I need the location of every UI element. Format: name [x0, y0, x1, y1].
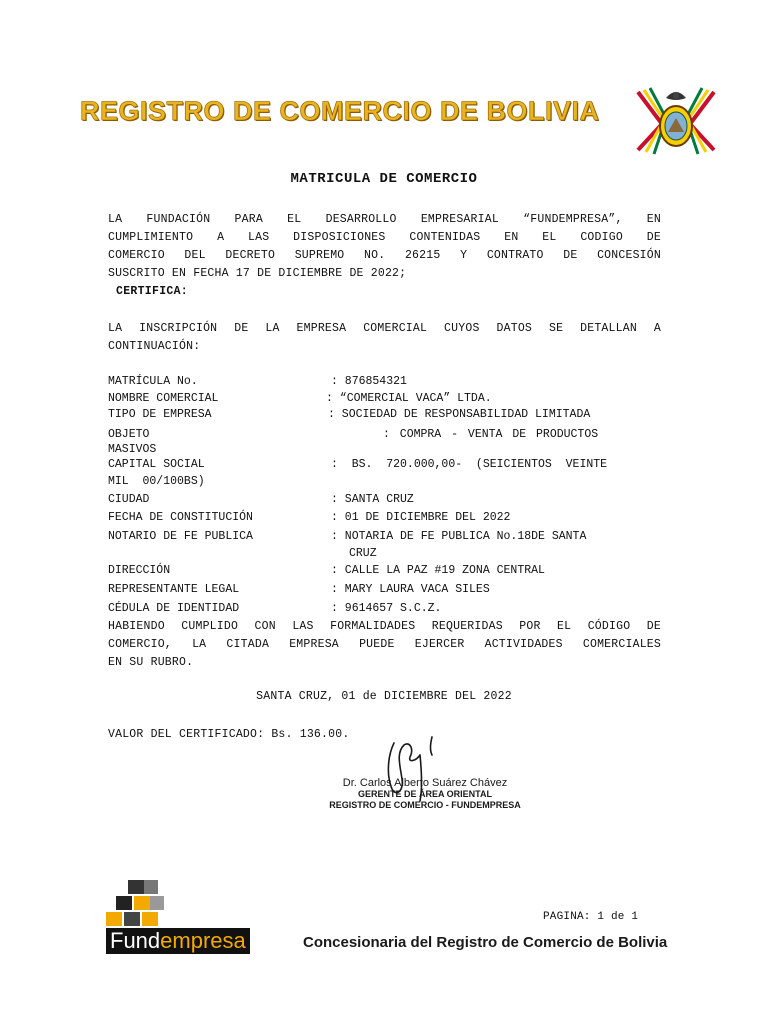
page-number: PAGINA: 1 de 1 — [543, 911, 639, 923]
field-value-continued: CRUZ — [349, 547, 377, 560]
intro-line: SUSCRITO EN FECHA 17 DE DICIEMBRE DE 2022; — [108, 267, 407, 280]
bolivia-coat-of-arms-icon — [632, 84, 720, 156]
field-label: FECHA DE CONSTITUCIÓN — [108, 511, 253, 524]
field-value: : 9614657 S.C.Z. — [331, 602, 442, 615]
document-title: MATRICULA DE COMERCIO — [290, 171, 478, 187]
field-value: : CALLE LA PAZ #19 ZONA CENTRAL — [331, 564, 545, 577]
field-label: DIRECCIÓN — [108, 564, 171, 577]
field-label: REPRESENTANTE LEGAL — [108, 583, 240, 596]
field-value: : SANTA CRUZ — [331, 493, 414, 506]
logo-text-fund: Fund — [110, 928, 161, 953]
field-value: : 01 DE DICIEMBRE DEL 2022 — [331, 511, 511, 524]
field-value: : COMPRA - VENTA DE PRODUCTOS — [383, 428, 599, 441]
signer-name: Dr. Carlos Alberto Suárez Chávez — [342, 777, 508, 789]
inscription-line: CONTINUACIÓN: — [108, 340, 201, 353]
header-title: REGISTRO DE COMERCIO DE BOLIVIA — [80, 96, 600, 126]
closing-line: COMERCIO, LA CITADA EMPRESA PUEDE EJERCER ACTIVIDADES COMERCIALES — [108, 638, 661, 651]
field-label: NOMBRE COMERCIAL — [108, 392, 219, 405]
closing-line: EN SU RUBRO. — [108, 656, 194, 669]
certifica-heading: CERTIFICA: — [116, 285, 189, 298]
field-label: MATRÍCULA No. — [108, 375, 198, 388]
field-label: NOTARIO DE FE PUBLICA — [108, 530, 253, 543]
field-label: CAPITAL SOCIAL — [108, 458, 205, 471]
field-value: : MARY LAURA VACA SILES — [331, 583, 490, 596]
field-value: : NOTARIA DE FE PUBLICA No.18DE SANTA — [331, 530, 587, 543]
footer-tagline: Concesionaria del Registro de Comercio de Bolivia — [303, 934, 668, 951]
intro-line: CUMPLIMIENTO A LAS DISPOSICIONES CONTENIDAS EN EL CODIGO DE — [108, 231, 661, 244]
field-label: CIUDAD — [108, 493, 150, 506]
field-value: : “COMERCIAL VACA” LTDA. — [326, 392, 492, 405]
fundempresa-cubes-logo-icon — [104, 878, 168, 934]
closing-line: HABIENDO CUMPLIDO CON LAS FORMALIDADES REQUERIDAS POR EL CÓDIGO DE — [108, 620, 661, 633]
field-value-continued: MASIVOS — [108, 443, 157, 456]
intro-line: LA FUNDACIÓN PARA EL DESARROLLO EMPRESARIAL “FUNDEMPRESA”, EN — [108, 213, 661, 226]
signer-organization: REGISTRO DE COMERCIO - FUNDEMPRESA — [329, 800, 521, 810]
field-value-continued: MIL 00/100BS) — [108, 475, 205, 488]
field-label: TIPO DE EMPRESA — [108, 408, 212, 421]
signature-block — [300, 777, 550, 811]
certificate-value: VALOR DEL CERTIFICADO: Bs. 136.00. — [108, 728, 350, 741]
fundempresa-logo — [106, 928, 250, 954]
intro-line: COMERCIO DEL DECRETO SUPREMO NO. 26215 Y CONTRATO DE CONCESIÓN — [108, 249, 661, 262]
logo-text-empresa: empresa — [160, 928, 246, 953]
field-value: : SOCIEDAD DE RESPONSABILIDAD LIMITADA — [328, 408, 591, 421]
field-label: CÉDULA DE IDENTIDAD — [108, 602, 240, 615]
field-value: : BS. 720.000,00- (SEICIENTOS VEINTE — [331, 458, 608, 471]
field-label: OBJETO — [108, 428, 150, 441]
place-date: SANTA CRUZ, 01 de DICIEMBRE DEL 2022 — [256, 690, 512, 703]
signer-role: GERENTE DE ÁREA ORIENTAL — [357, 789, 492, 799]
field-value: : 876854321 — [331, 375, 407, 388]
inscription-line: LA INSCRIPCIÓN DE LA EMPRESA COMERCIAL CUYOS DATOS SE DETALLAN A — [108, 322, 661, 335]
